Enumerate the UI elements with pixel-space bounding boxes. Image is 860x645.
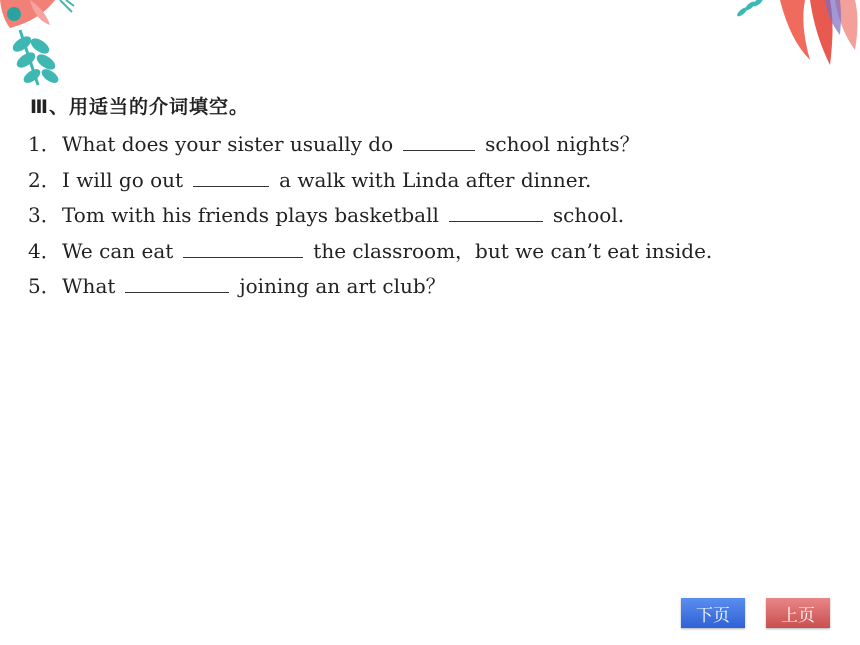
question-number: 1． <box>28 132 61 156</box>
question-5 <box>28 270 446 299</box>
question-text-before: We can eat <box>62 239 174 263</box>
question-number: 2． <box>28 168 61 192</box>
question-text-before: What does your sister usually do <box>62 132 394 156</box>
next-page-button[interactable]: 下页 <box>681 598 745 628</box>
answer-blank[interactable] <box>449 203 543 222</box>
leaf-decoration-top-right <box>730 0 860 70</box>
question-number: 5． <box>28 274 61 298</box>
question-text-after: a walk with Linda after dinner. <box>279 168 592 192</box>
answer-blank[interactable] <box>183 239 303 258</box>
answer-blank[interactable] <box>403 132 475 151</box>
question-number: 4． <box>28 239 61 263</box>
question-text-before: What <box>62 274 116 298</box>
question-text-before: I will go out <box>62 168 184 192</box>
question-4 <box>28 235 712 264</box>
question-text-after: school nights？ <box>485 132 640 156</box>
section-heading: Ⅲ、用适当的介词填空。 <box>30 96 249 118</box>
question-3 <box>28 199 624 228</box>
answer-blank[interactable] <box>193 168 269 187</box>
previous-page-button[interactable]: 上页 <box>766 598 830 628</box>
question-1 <box>28 128 640 157</box>
question-text-after: joining an art club？ <box>239 274 446 298</box>
question-text-before: Tom with his friends plays basketball <box>62 203 439 227</box>
leaf-decoration-top-left <box>0 0 90 95</box>
question-2 <box>28 164 591 193</box>
answer-blank[interactable] <box>125 274 229 293</box>
question-text-after: school. <box>552 203 625 227</box>
question-number: 3． <box>28 203 61 227</box>
question-text-after: the classroom，but we can’t eat inside. <box>313 239 713 263</box>
